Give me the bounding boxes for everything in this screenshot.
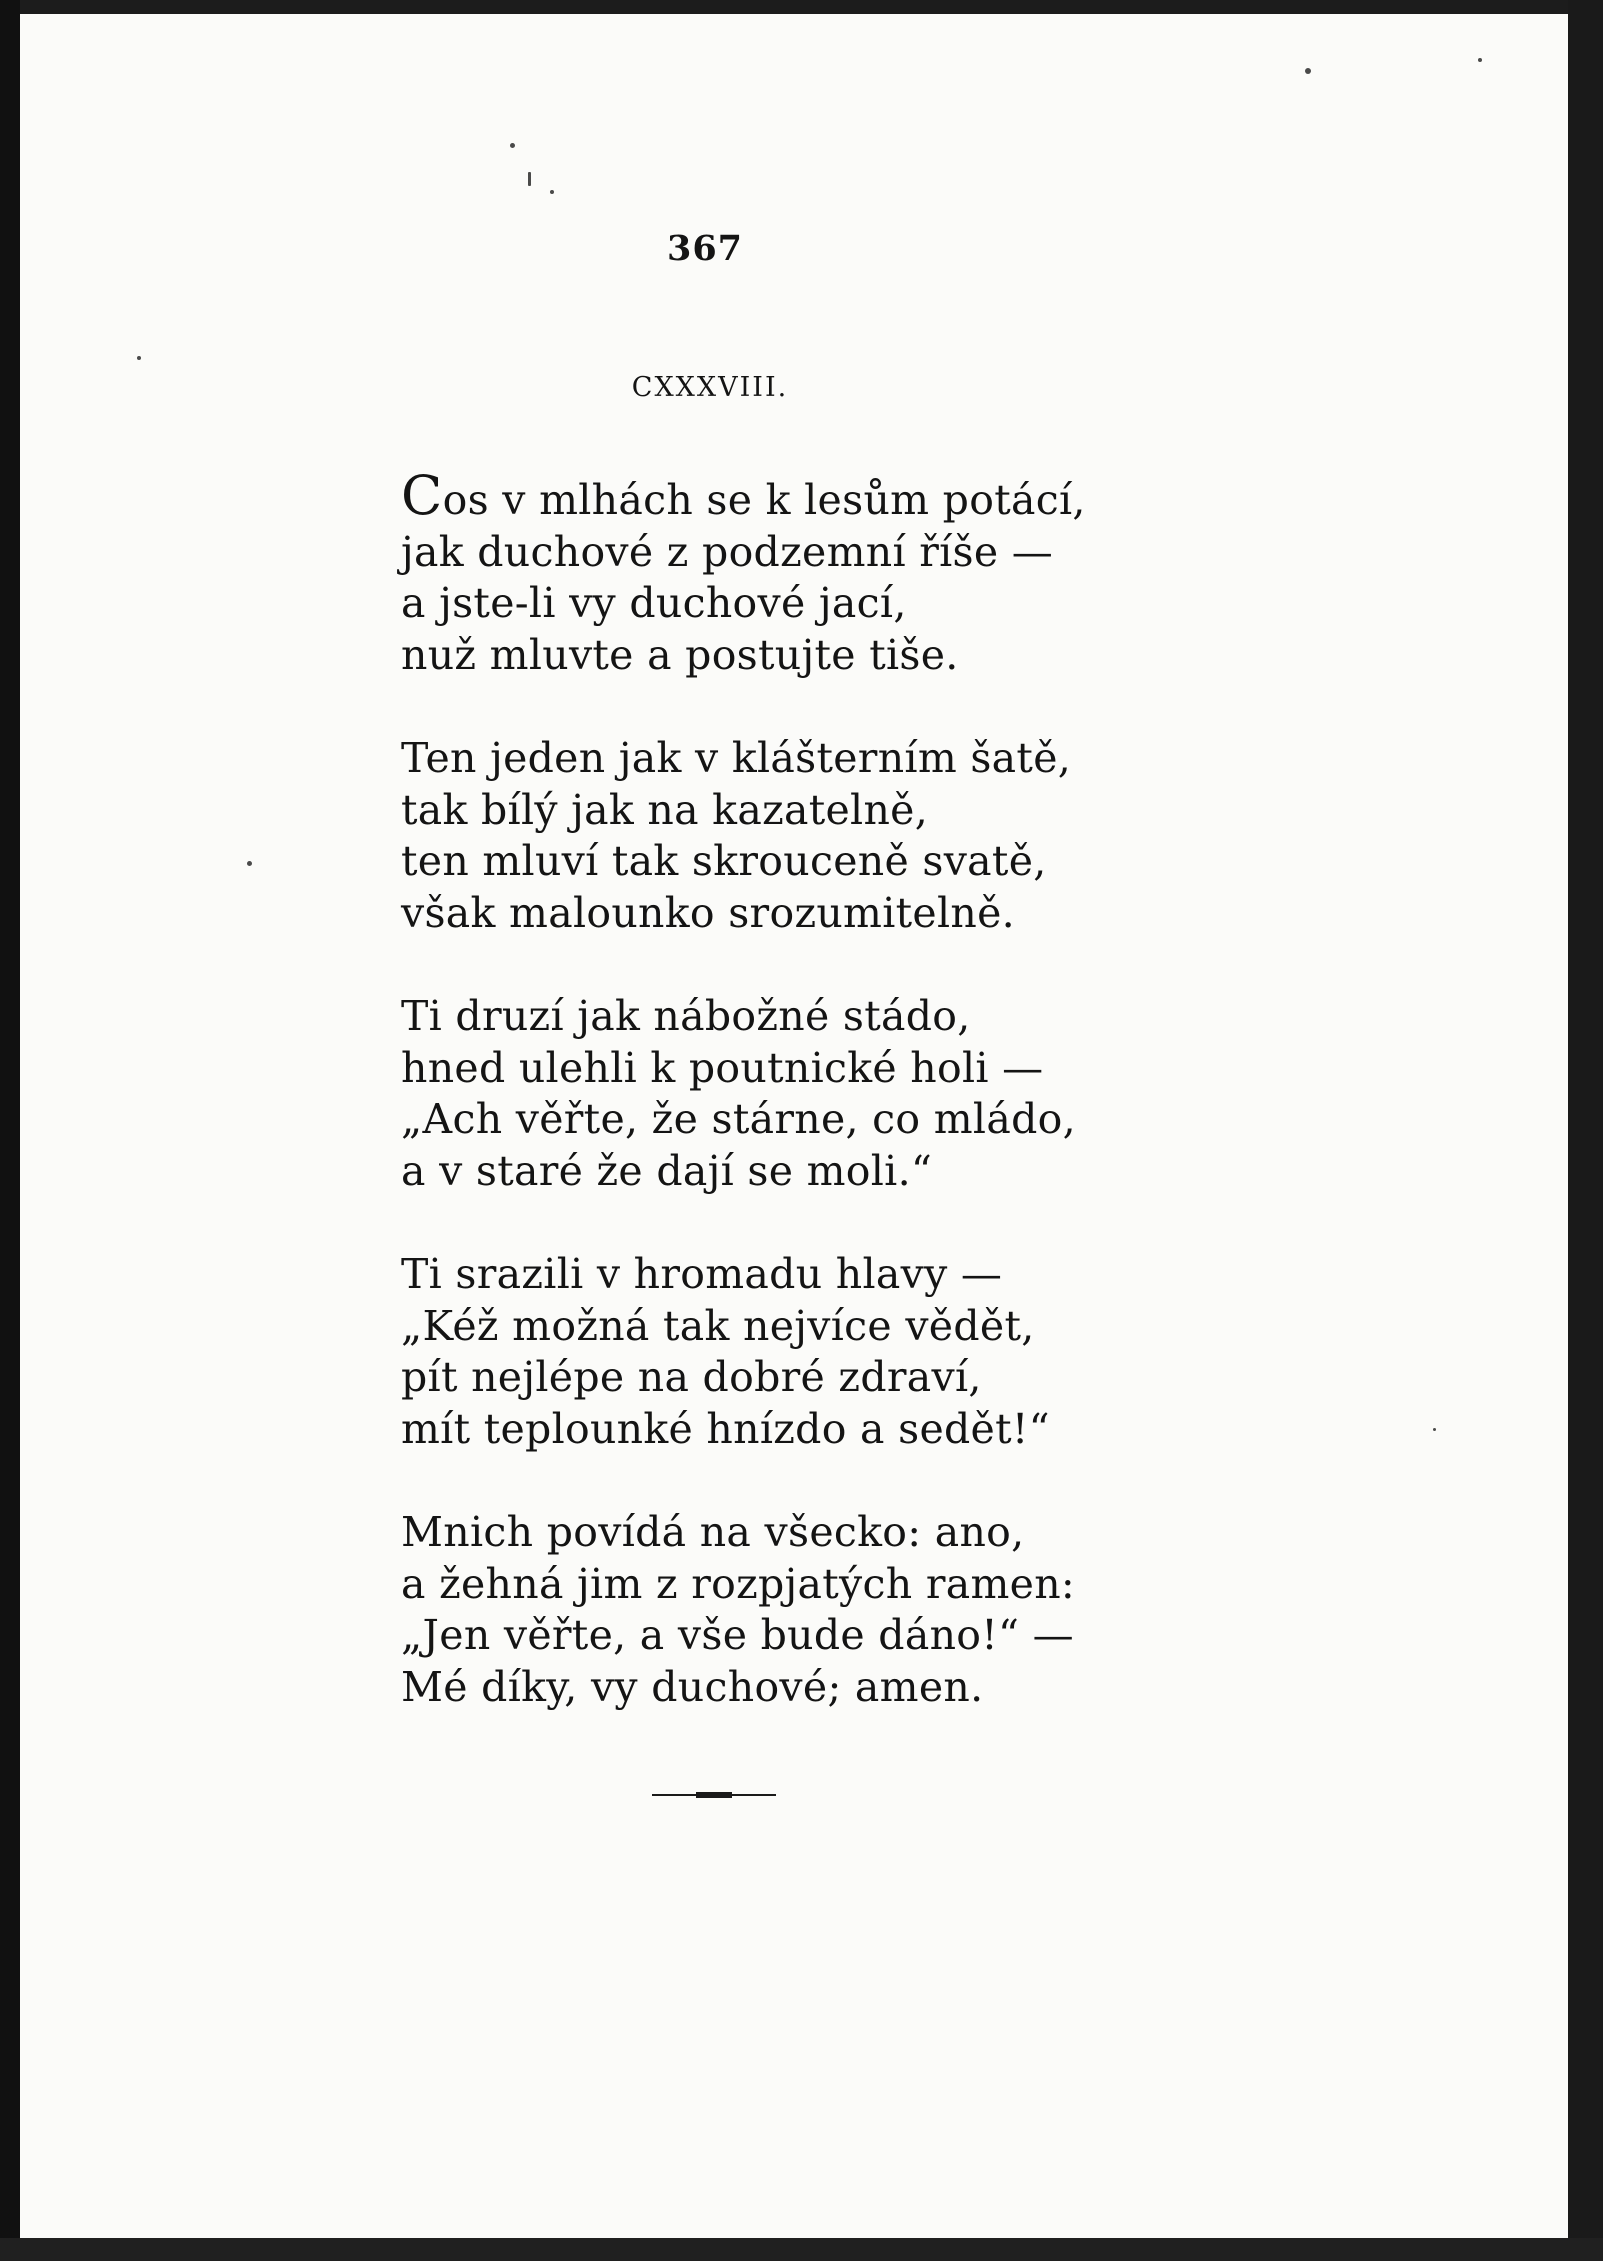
scan-speck [137,356,141,360]
verse-line: a jste-li vy duchové jací, [401,579,907,627]
end-ornament [652,1790,776,1800]
verse-line: „Jen věřte, a vše bude dáno!“ — [401,1611,1074,1659]
scan-edge-left [0,0,20,2261]
verse-line: jak duchové z podzemní říše — [401,527,1054,576]
scan-edge-right [1568,0,1603,2261]
stanza-1 [401,464,1121,681]
scan-edge-bottom [0,2238,1603,2261]
stanza-4 [401,1249,1121,1455]
poem-heading: CXXXVIII. [631,372,789,403]
stanza-2 [401,733,1121,939]
verse-line: tak bílý jak na kazatelně, [401,785,929,834]
verse-line: Ti druzí jak nábožné stádo, [401,992,971,1040]
verse-line: a žehná jim z rozpjatých ramen: [401,1559,1076,1608]
verse-line: „Kéž možná tak nejvíce vědět, [401,1301,1035,1350]
initial-letter: C [401,464,443,527]
verse-line: pít nejlépe na dobré zdraví, [401,1353,982,1401]
scan-speck [550,190,554,194]
verse-line: Ti srazili v hromadu hlavy — [401,1250,1003,1298]
poem-body [401,464,1121,1765]
scan-speck [1305,68,1311,74]
scan-edge-top [0,0,1603,14]
scan-speck [1478,58,1482,62]
scan-speck [247,861,252,866]
verse-line: Mnich povídá na všecko: ano, [401,1508,1025,1556]
verse-line-rest: os v mlhách se k lesům potácí, [442,476,1086,524]
scan-speck [1433,1428,1436,1431]
page-number: 367 [666,228,744,269]
stanza-5 [401,1507,1121,1713]
verse-line [401,464,1121,527]
verse-line: a v staré že dají se moli.“ [401,1146,933,1195]
verse-line: nuž mluvte a postujte tiše. [401,630,959,679]
verse-line: však malounko srozumitelně. [401,888,1015,937]
verse-line: „Ach věřte, že stárne, co mládo, [401,1095,1076,1143]
scan-speck [510,143,515,148]
verse-line: ten mluví tak skrouceně svatě, [401,837,1047,885]
verse-line: Mé díky, vy duchové; amen. [401,1662,984,1711]
verse-line: Ten jeden jak v klášterním šatě, [401,734,1072,782]
verse-line: hned ulehli k poutnické holi — [401,1043,1044,1092]
scan-speck [528,172,531,186]
stanza-3 [401,991,1121,1197]
verse-line: mít teplounké hnízdo a sedět!“ [401,1404,1050,1453]
